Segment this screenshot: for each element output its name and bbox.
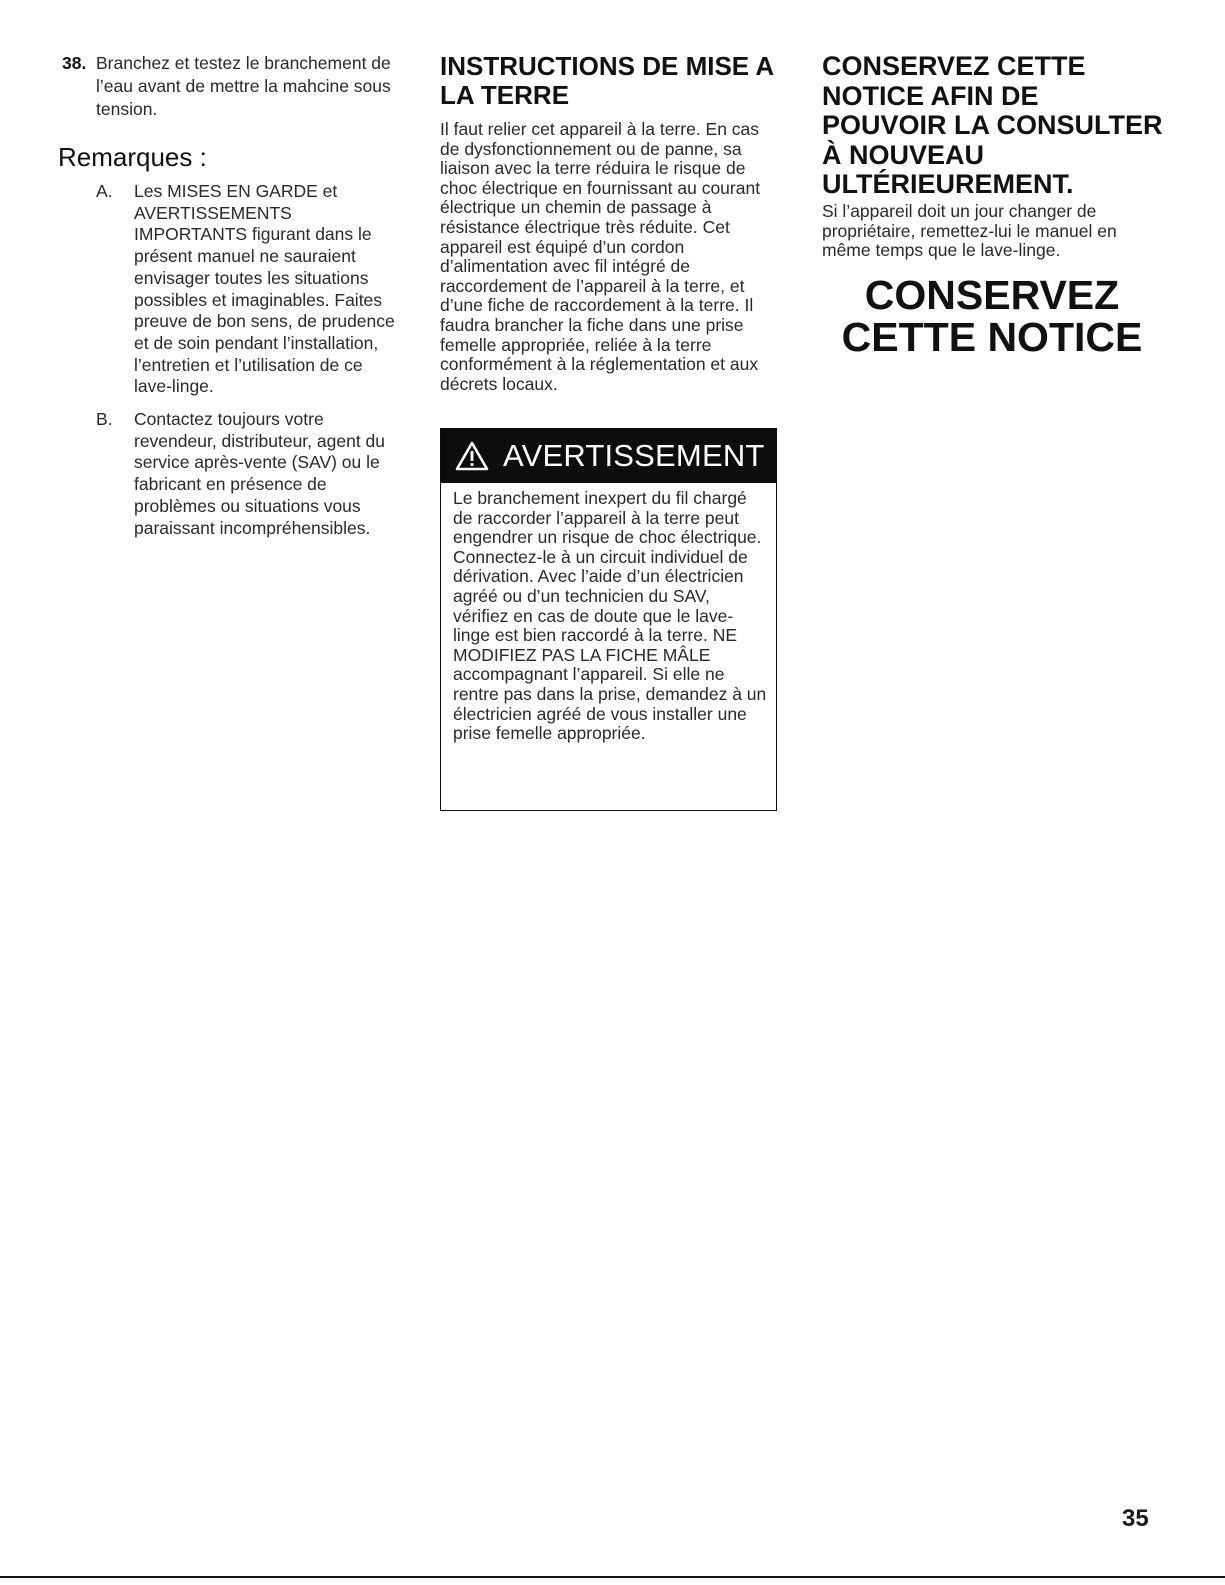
keep-text: Si l’appareil doit un jour changer de propriétaire, remettez-lui le manuel en même temps que le lave-linge. [822,201,1117,261]
warning-text: Le branchement inexpert du fil chargé de raccorder l’appareil à la terre peut engendrer un risque de choc électrique. Connectez-le à un circuit individuel de dérivation. Avec l’aide d’un électricien agréé ou d’un technicien du SAV, vérifiez en cas de doute que le lave-linge est bien raccordé à la terre. NE MODIFIEZ PAS LA FICHE MÂLE accompagnant l’appareil. Si elle ne rentre pas dans la prise, demandez à un électricien agréé de vous installer une prise femelle appropriée. [453,488,767,744]
bottom-divider [0,1576,1225,1578]
keep-notice-line-1: CONSERVEZ [864,272,1120,318]
note-letter: A. [96,181,113,201]
grounding-heading: INSTRUCTIONS DE MISE A LA TERRE [440,51,774,110]
warning-box [440,428,777,811]
remarques-heading: Remarques : [58,142,207,172]
note-item-b [96,409,402,539]
page-number: 35 [1122,1505,1149,1532]
keep-notice-banner [822,274,1162,358]
note-text: Les MISES EN GARDE et AVERTISSEMENTS IMPORTANTS figurant dans le présent manuel ne sauraient envisager toutes les situations possibles et imaginables. Faites preuve de bon sens, de prudence et de soin pendant l’installation, l’entretien et l’utilisation de ce lave-linge. [134,181,395,397]
note-letter: B. [96,409,113,429]
note-text: Contactez toujours votre revendeur, distributeur, agent du service après-vente (SAV) ou le fabricant en présence de problèmes ou situations vous paraissant incompréhensibles. [134,409,386,538]
step-text: Branchez et testez le branchement de l’eau avant de mettre la mahcine sous tension. [96,53,391,119]
keep-notice-line-2: CETTE NOTICE [841,314,1143,360]
note-item-a [96,181,402,398]
step-38 [62,52,402,121]
warning-triangle-icon [455,441,489,471]
keep-heading: CONSERVEZ CETTE NOTICE AFIN DE POUVOIR LA CONSULTER À NOUVEAU ULTÉRIEUREMENT. [822,51,1163,200]
step-number: 38. [62,53,87,73]
grounding-intro: Il faut relier cet appareil à la terre. En cas de dysfonctionnement ou de panne, sa liaison avec la terre réduira le risque de choc électrique en fournissant au courant électrique un chemin de passage à résistance électrique très réduite. Cet appareil est équipé d’un cordon d’alimentation avec fil intégré de raccordement de l’appareil à la terre, et d’une fiche de raccordement à la terre. Il faudra brancher la fiche dans une prise femelle appropriée, reliée à la terre conformément à la réglementation et aux décrets locaux. [440,119,761,394]
warning-header [441,429,776,483]
warning-title: AVERTISSEMENT [503,438,765,473]
